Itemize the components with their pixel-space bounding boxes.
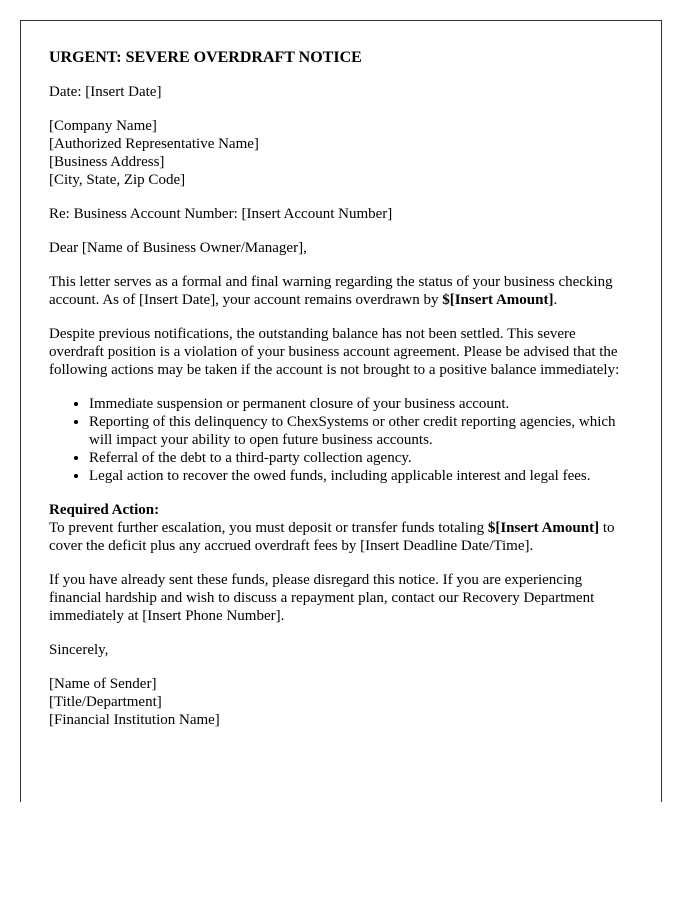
required-action [49, 501, 634, 555]
required-action-end: to cover the deficit plus any accrued overdraft fees by [Insert Deadline Date/Time]. [49, 520, 615, 554]
list-item: • Legal action to recover the owed funds, including applicable interest and legal fees. [89, 467, 634, 485]
letter-title: URGENT: SEVERE OVERDRAFT NOTICE [49, 49, 362, 66]
list-item: • Reporting of this delinquency to ChexSystems or other credit reporting agencies, which will impact your ability to open future business accounts. [89, 413, 634, 449]
paragraph-end: . [553, 292, 558, 308]
recipient-city: [City, State, Zip Code] [49, 172, 186, 188]
paragraph-violation: Despite previous notifications, the outstanding balance has not been settled. This severe overdraft position is a violation of your business account agreement. Please be advised that the following actions may be taken if the account is not brought to a positive balance immediately: [49, 326, 620, 378]
recipient-address-line: [Business Address] [49, 154, 165, 170]
amount-bold: $[Insert Amount] [487, 520, 600, 536]
paragraph-hardship: If you have already sent these funds, please disregard this notice. If you are experiencing financial hardship and wish to discuss a repayment plan, contact our Recovery Department immediately at [Insert Phone Number]. [49, 572, 595, 624]
salutation: Dear [Name of Business Owner/Manager], [49, 240, 307, 256]
list-item: • Referral of the debt to a third-party collection agency. [89, 449, 634, 467]
recipient-company: [Company Name] [49, 118, 157, 134]
sender-title: [Title/Department] [49, 694, 162, 710]
required-action-text: To prevent further escalation, you must deposit or transfer funds totaling [49, 520, 488, 536]
amount-bold: $[Insert Amount] [442, 292, 554, 308]
date-line: Date: [Insert Date] [49, 84, 162, 100]
paragraph-text: This letter serves as a formal and final warning regarding the status of your business checking account. As of [Insert Date], your account remains overdrawn by [49, 274, 613, 308]
institution-name: [Financial Institution Name] [49, 712, 220, 728]
paragraph-warning [49, 273, 634, 309]
required-action-heading: Required Action: [49, 502, 160, 518]
signature-block [49, 675, 634, 729]
list-item: • Immediate suspension or permanent closure of your business account. [89, 395, 634, 413]
recipient-representative: [Authorized Representative Name] [49, 136, 259, 152]
closing: Sincerely, [49, 642, 109, 658]
sender-name: [Name of Sender] [49, 676, 157, 692]
letter-document [20, 20, 662, 802]
recipient-address [49, 117, 634, 189]
re-line: Re: Business Account Number: [Insert Account Number] [49, 206, 393, 222]
actions-list [49, 395, 634, 485]
